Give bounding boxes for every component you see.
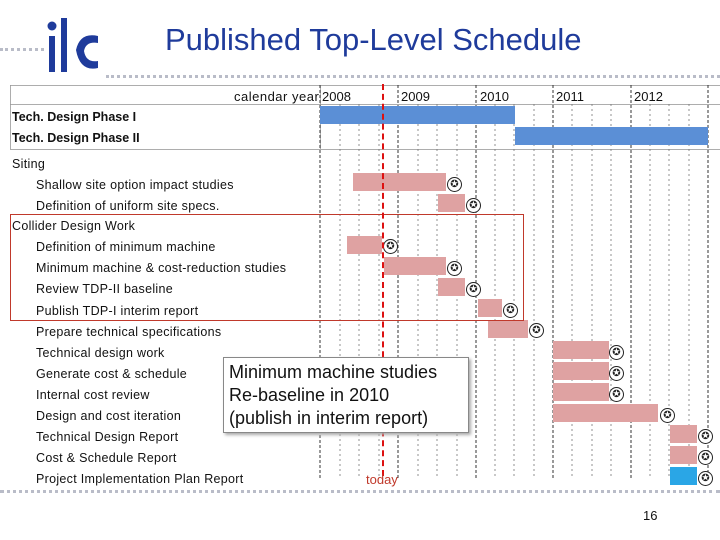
task-label: Technical Design Report bbox=[36, 430, 179, 444]
task-bar bbox=[553, 404, 658, 422]
year-label-2008: 2008 bbox=[322, 89, 351, 104]
task-bar bbox=[353, 173, 446, 191]
task-bar bbox=[553, 341, 609, 359]
phase-bar bbox=[320, 106, 515, 124]
phase-label: Tech. Design Phase I bbox=[12, 110, 137, 124]
task-label: Minimum machine & cost-reduction studies bbox=[36, 261, 287, 275]
task-label: Technical design work bbox=[36, 346, 165, 360]
task-bar bbox=[553, 383, 609, 401]
page-number: 16 bbox=[643, 508, 658, 523]
task-label: Project Implementation Plan Report bbox=[36, 472, 244, 486]
task-label: Shallow site option impact studies bbox=[36, 178, 234, 192]
task-label: Definition of minimum machine bbox=[36, 240, 216, 254]
task-label: Design and cost iteration bbox=[36, 409, 182, 423]
collider-design-highlight bbox=[10, 214, 524, 321]
group-label: Siting bbox=[12, 157, 46, 171]
note-line: (publish in interim report) bbox=[229, 408, 429, 428]
milestone-star-icon: ✪ bbox=[698, 471, 713, 486]
task-bar bbox=[670, 446, 697, 464]
task-label: Prepare technical specifications bbox=[36, 325, 222, 339]
callout-note bbox=[223, 357, 469, 433]
milestone-star-icon: ✪ bbox=[529, 323, 544, 338]
year-label-2010: 2010 bbox=[480, 89, 509, 104]
phase-bar bbox=[515, 127, 708, 145]
task-label: Generate cost & schedule bbox=[36, 367, 188, 381]
milestone-star-icon: ✪ bbox=[503, 303, 518, 318]
year-label-2012: 2012 bbox=[634, 89, 663, 104]
milestone-star-icon: ✪ bbox=[698, 429, 713, 444]
page-title: Published Top-Level Schedule bbox=[165, 22, 582, 57]
task-bar bbox=[670, 467, 697, 485]
milestone-star-icon: ✪ bbox=[466, 198, 481, 213]
task-label: Cost & Schedule Report bbox=[36, 451, 177, 465]
year-label-2009: 2009 bbox=[401, 89, 430, 104]
calendar-year-label: calendar year bbox=[234, 89, 320, 104]
task-bar bbox=[553, 362, 609, 380]
today-label: today bbox=[366, 472, 398, 487]
milestone-star-icon: ✪ bbox=[660, 408, 675, 423]
task-label: Internal cost review bbox=[36, 388, 150, 402]
note-line: Minimum machine studies bbox=[229, 362, 438, 382]
phase-label: Tech. Design Phase II bbox=[12, 131, 140, 145]
task-label: Publish TDP-I interim report bbox=[36, 304, 199, 318]
task-bar bbox=[438, 194, 465, 212]
note-line: Re-baseline in 2010 bbox=[229, 385, 390, 405]
milestone-star-icon: ✪ bbox=[466, 282, 481, 297]
milestone-star-icon: ✪ bbox=[609, 345, 624, 360]
task-bar bbox=[670, 425, 697, 443]
milestone-star-icon: ✪ bbox=[698, 450, 713, 465]
milestone-star-icon: ✪ bbox=[447, 177, 462, 192]
task-label: Definition of uniform site specs. bbox=[36, 199, 220, 213]
milestone-star-icon: ✪ bbox=[383, 239, 398, 254]
milestone-star-icon: ✪ bbox=[447, 261, 462, 276]
year-label-2011: 2011 bbox=[556, 89, 584, 104]
milestone-star-icon: ✪ bbox=[609, 366, 624, 381]
task-bar bbox=[488, 320, 528, 338]
milestone-star-icon: ✪ bbox=[609, 387, 624, 402]
group-label: Collider Design Work bbox=[12, 219, 136, 233]
task-label: Review TDP-II baseline bbox=[36, 282, 173, 296]
